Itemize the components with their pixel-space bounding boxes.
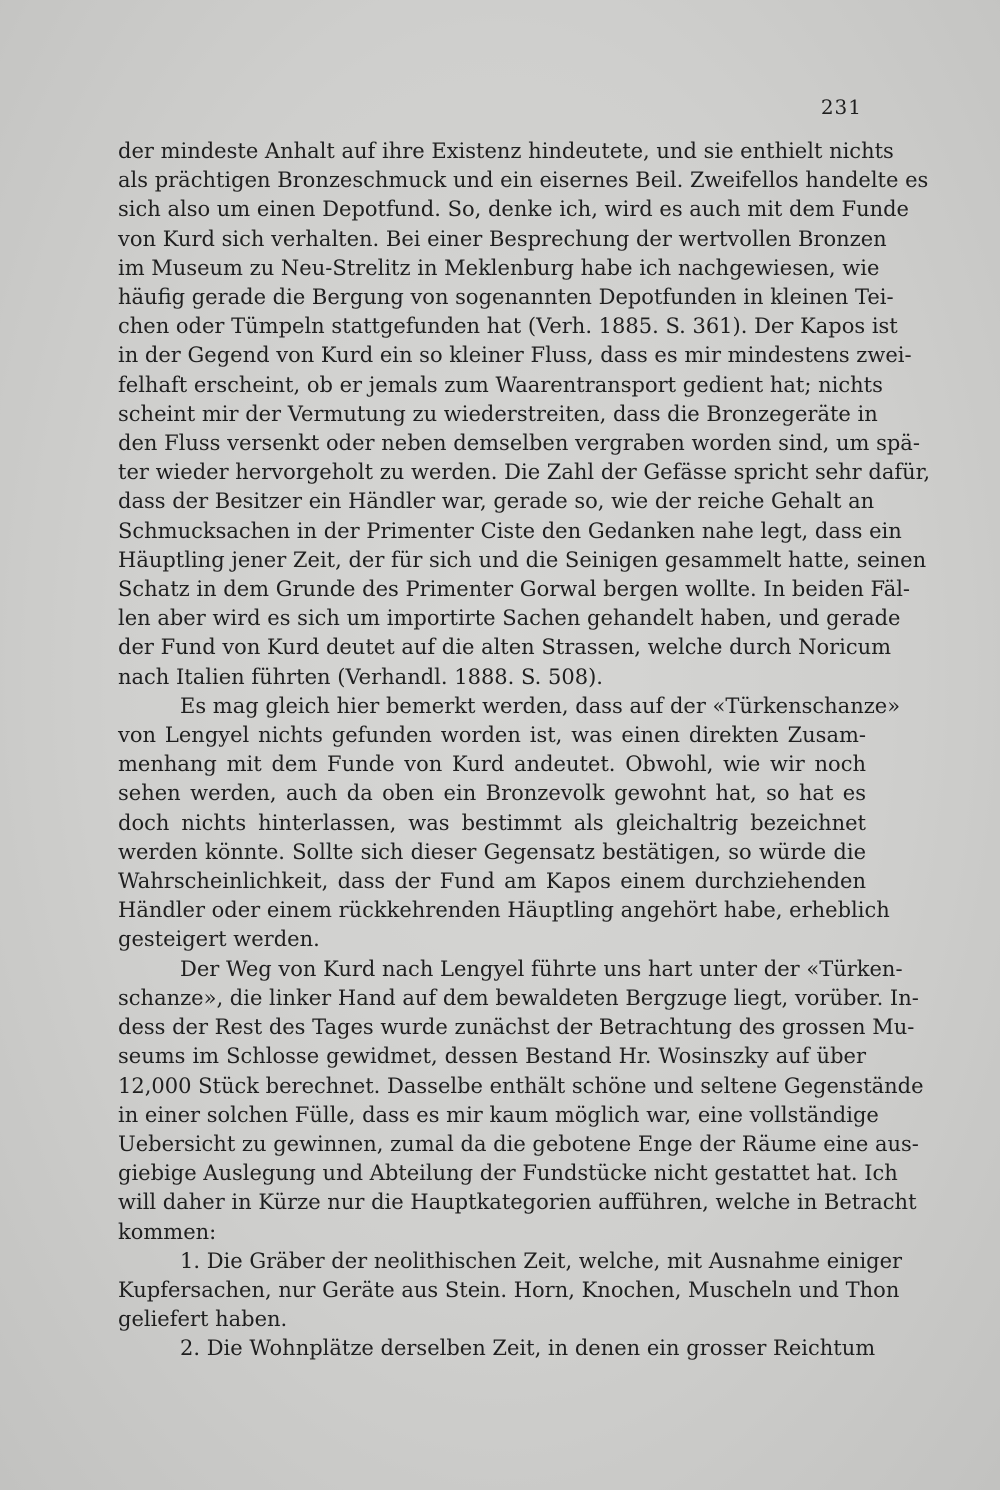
body-text (118, 137, 931, 1364)
text-line: doch nichts hinterlassen, was bestimmt als gleichaltrig bezeichnet (118, 810, 866, 835)
text-line: Häuptling jener Zeit, der für sich und die Seinigen gesammelt hatte, seinen (118, 547, 927, 572)
text-line: will daher in Kürze nur die Hauptkategorien aufführen, welche in Betracht (118, 1190, 917, 1215)
text-line: scheint mir der Vermutung zu wiederstreiten, dass die Bronzegeräte in (118, 401, 878, 426)
text-line: nach Italien führten (Verhandl. 1888. S. 508). (118, 664, 603, 689)
paragraph (118, 692, 901, 955)
text-line: felhaft erscheint, ob er jemals zum Waarentransport gedient hat; nichts (118, 372, 883, 397)
text-line: in einer solchen Fülle, dass es mir kaum möglich war, eine vollständige (118, 1102, 879, 1127)
text-line: sehen werden, auch da oben ein Bronzevolk gewohnt hat, so hat es (118, 781, 866, 806)
text-line: 12,000 Stück berechnet. Dasselbe enthält schöne und seltene Gegenstände (118, 1073, 924, 1098)
text-line: Schmucksachen in der Primenter Ciste den Gedanken nahe legt, dass ein (118, 518, 902, 543)
text-line: werden könnte. Sollte sich dieser Gegensatz bestätigen, so würde die (118, 839, 866, 864)
text-line: im Museum zu Neu-Strelitz in Meklenburg habe ich nachgewiesen, wie (118, 255, 880, 280)
text-line: häufig gerade die Bergung von sogenannten Depotfunden in kleinen Tei- (118, 285, 894, 310)
text-line: Wahrscheinlichkeit, dass der Fund am Kapos einem durchziehenden (118, 869, 866, 894)
text-line: dass der Besitzer ein Händler war, gerade so, wie der reiche Gehalt an (118, 489, 875, 514)
text-line: 1. Die Gräber der neolithischen Zeit, welche, mit Ausnahme einiger (180, 1248, 903, 1273)
text-line: ter wieder hervorgeholt zu werden. Die Zahl der Gefässe spricht sehr dafür, (118, 460, 931, 485)
text-line: kommen: (118, 1219, 217, 1244)
text-line: dess der Rest des Tages wurde zunächst der Betrachtung des grossen Mu- (118, 1015, 915, 1040)
text-line: in der Gegend von Kurd ein so kleiner Fluss, dass es mir mindestens zwei- (118, 343, 912, 368)
text-line: 2. Die Wohnplätze derselben Zeit, in denen ein grosser Reichtum (180, 1336, 876, 1361)
text-line: Der Weg von Kurd nach Lengyel führte uns hart unter der «Türken- (180, 956, 903, 981)
text-line: gesteigert werden. (118, 927, 320, 952)
text-line: Händler oder einem rückkehrenden Häuptling angehört habe, erheblich (118, 898, 890, 923)
text-line: len aber wird es sich um importirte Sachen gehandelt haben, und gerade (118, 606, 901, 631)
text-line: chen oder Tümpeln stattgefunden hat (Verh. 1885. S. 361). Der Kapos ist (118, 314, 898, 339)
text-line: schanze», die linker Hand auf dem bewaldeten Bergzuge liegt, vorüber. In- (118, 985, 919, 1010)
paragraph (118, 137, 931, 692)
text-line: Es mag gleich hier bemerkt werden, dass auf der «Türkenschanze» (180, 693, 901, 718)
text-line: der mindeste Anhalt auf ihre Existenz hindeutete, und sie enthielt nichts (118, 139, 894, 163)
text-line: geliefert haben. (118, 1307, 288, 1332)
paragraph (118, 955, 924, 1247)
text-line: Uebersicht zu gewinnen, zumal da die gebotene Enge der Räume eine aus- (118, 1131, 919, 1156)
text-line: von Kurd sich verhalten. Bei einer Besprechung der wertvollen Bronzen (118, 226, 887, 251)
text-line: menhang mit dem Funde von Kurd andeutet. Obwohl, wie wir noch (118, 752, 866, 777)
text-line: Kupfersachen, nur Geräte aus Stein. Horn, Knochen, Muscheln und Thon (118, 1277, 900, 1302)
text-line: giebige Auslegung und Abteilung der Fundstücke nicht gestattet hat. Ich (118, 1161, 898, 1186)
text-line: seums im Schlosse gewidmet, dessen Bestand Hr. Wosinszky auf über (118, 1044, 866, 1069)
page-number: 231 (820, 95, 862, 119)
text-line: der Fund von Kurd deutet auf die alten Strassen, welche durch Noricum (118, 635, 892, 660)
text-line: Schatz in dem Grunde des Primenter Gorwal bergen wollte. In beiden Fäl- (118, 577, 911, 602)
text-line: von Lengyel nichts gefunden worden ist, was einen direkten Zusam- (118, 723, 866, 748)
paragraph (118, 1334, 876, 1363)
text-line: als prächtigen Bronzeschmuck und ein eisernes Beil. Zweifellos handelte es (118, 168, 929, 193)
paragraph (118, 1247, 903, 1335)
text-line: sich also um einen Depotfund. So, denke ich, wird es auch mit dem Funde (118, 197, 909, 222)
text-line: den Fluss versenkt oder neben demselben vergraben worden sind, um spä- (118, 431, 920, 456)
